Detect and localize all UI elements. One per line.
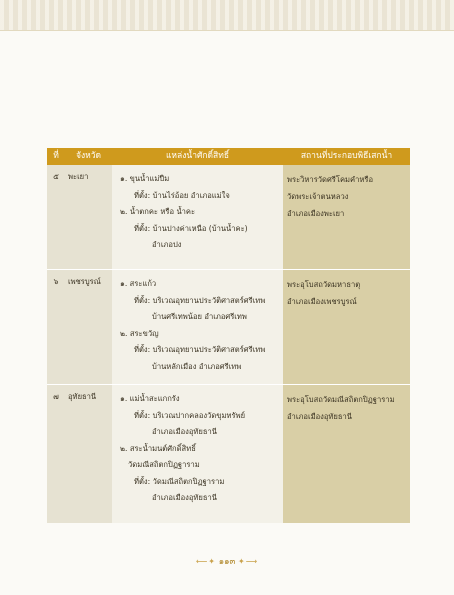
row-number: ๕ bbox=[47, 165, 65, 269]
source-line: ๑. ขุนน้ำแม่ปืม bbox=[120, 174, 170, 183]
source-line: ๑. แม่น้ำสะแกกรัง bbox=[120, 394, 180, 403]
source-line: ที่ตั้ง: บริเวณอุทยานประวัติศาสตร์ศรีเทพ bbox=[134, 345, 266, 354]
table-row bbox=[47, 165, 410, 269]
source-line: ๒. น้ำตกคะ หรือ น้ำคะ bbox=[120, 207, 196, 216]
holy-water-table bbox=[47, 148, 410, 523]
place-line: พระอุโบสถวัดมณีสถิตกปิฏฐาราม bbox=[287, 395, 395, 404]
source-line: ๒. สระน้ำมนต์ศักดิ์สิทธิ์ bbox=[120, 443, 196, 453]
row-sources bbox=[112, 385, 283, 523]
source-line: อำเภอปง bbox=[152, 240, 182, 249]
row-province: อุทัยธานี bbox=[65, 385, 112, 523]
place-line: พระอุโบสถวัดมหาธาตุ bbox=[287, 280, 361, 289]
row-province: เพชรบูรณ์ bbox=[65, 270, 112, 384]
page-number: ๑๑๓ bbox=[218, 557, 236, 567]
place-line: วัดพระเจ้าตนหลวง bbox=[287, 192, 349, 201]
source-line: อำเภอเมืองอุทัยธานี bbox=[152, 493, 217, 502]
source-line: ๑. สระแก้ว bbox=[120, 279, 157, 288]
source-line: ที่ตั้ง: บ้านปางค่าเหนือ (บ้านน้ำคะ) bbox=[134, 223, 248, 233]
page-footer bbox=[0, 554, 454, 568]
row-number: ๗ bbox=[47, 385, 65, 523]
source-line: ๒. สระขวัญ bbox=[120, 328, 159, 338]
source-line: ที่ตั้ง: บ้านไร่อ้อย อำเภอแม่ใจ bbox=[134, 190, 230, 200]
header-ceremony-place: สถานที่ประกอบพิธีเสกน้ำ bbox=[300, 151, 393, 161]
left-ornament-icon: ⟵✦ bbox=[195, 557, 216, 566]
table-row bbox=[47, 384, 410, 523]
table-header bbox=[47, 148, 410, 165]
row-places bbox=[283, 385, 410, 523]
source-line: ที่ตั้ง: บริเวณปากคลองวัดขุมทรัพย์ bbox=[134, 410, 246, 420]
row-province: พะเยา bbox=[65, 165, 112, 269]
source-line: ที่ตั้ง: วัดมณีสถิตกปิฏฐาราม bbox=[134, 476, 225, 486]
place-line: อำเภอเมืองอุทัยธานี bbox=[287, 412, 352, 421]
source-line: บ้านหลักเมือง อำเภอศรีเทพ bbox=[152, 361, 242, 371]
row-sources bbox=[112, 270, 283, 384]
place-line: อำเภอเมืองพะเยา bbox=[287, 209, 345, 218]
row-sources bbox=[112, 165, 283, 269]
row-places bbox=[283, 165, 410, 269]
source-line: บ้านศรีเทพน้อย อำเภอศรีเทพ bbox=[152, 312, 247, 321]
row-number: ๖ bbox=[47, 270, 65, 384]
table-row bbox=[47, 269, 410, 384]
right-ornament-icon: ✦⟶ bbox=[238, 557, 259, 566]
row-places bbox=[283, 270, 410, 384]
place-line: พระวิหารวัดศรีโคมคำหรือ bbox=[287, 175, 374, 184]
place-line: อำเภอเมืองเพชรบูรณ์ bbox=[287, 297, 357, 306]
header-number: ที่ bbox=[53, 151, 59, 161]
source-line: วัดมณีสถิตกปิฏฐาราม bbox=[128, 460, 200, 469]
header-province: จังหวัด bbox=[75, 151, 102, 161]
decorative-header-band bbox=[0, 0, 454, 31]
source-line: อำเภอเมืองอุทัยธานี bbox=[152, 427, 217, 436]
header-sacred-water-source: แหล่งน้ำศักดิ์สิทธิ์ bbox=[165, 151, 230, 161]
source-line: ที่ตั้ง: บริเวณอุทยานประวัติศาสตร์ศรีเทพ bbox=[134, 295, 266, 305]
